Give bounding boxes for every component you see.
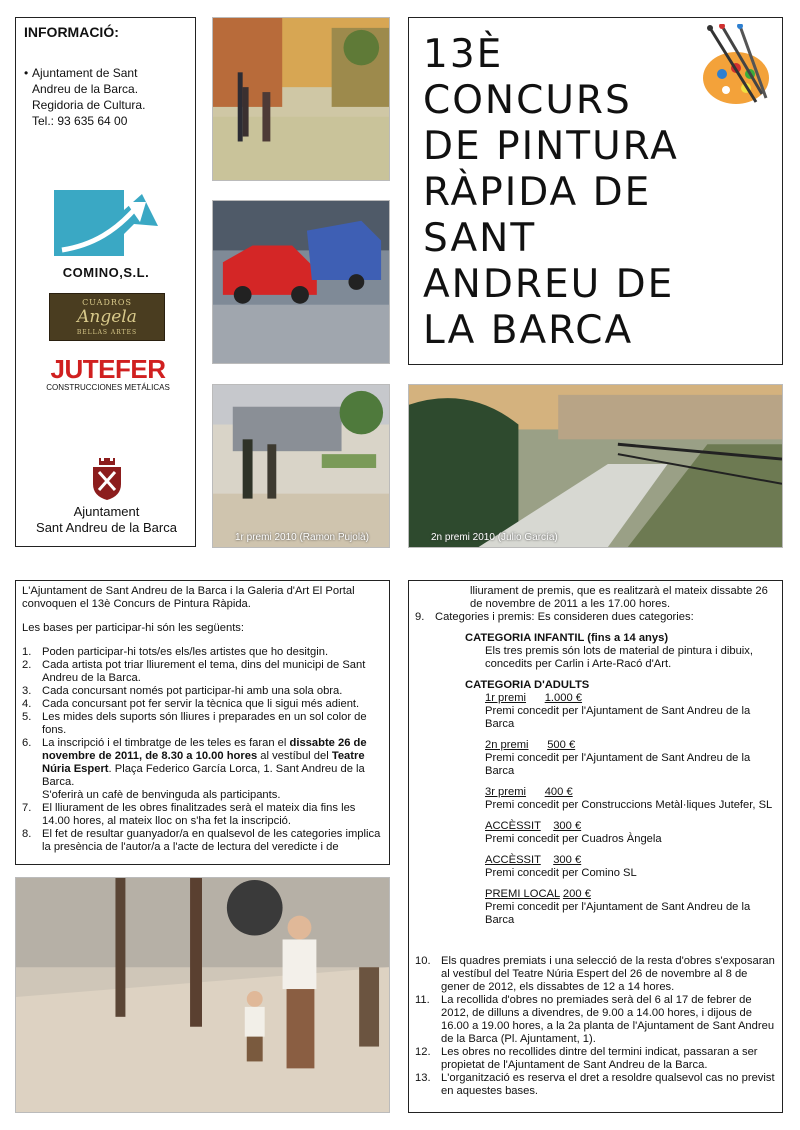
rule-item: 2. Cada artista pot triar lliurement el tema, dins del municipi de Sant Andreu de la Barca.	[22, 659, 366, 684]
address-line: Andreu de la Barca.	[32, 82, 139, 96]
title-line: 13È	[423, 32, 504, 77]
angela-top: CUADROS	[82, 298, 132, 307]
comino-name: COMINO,S.L.	[62, 265, 150, 280]
intro-text: L'Ajuntament de Sant Andreu de la Barca i la Galeria d'Art El Portal convoquen el 13è Concurs de Pintura Ràpida.	[22, 585, 355, 610]
angela-bottom: BELLAS ARTES	[76, 329, 138, 336]
info-title: INFORMACIÓ:	[24, 24, 119, 40]
rule-item-registration: 6. La inscripció i el timbratge de les teles es faran el dissabte 26 de novembre de 2011, de 8.30 a 10.00 hores al vestíbul del Teatre Núria Espert. Plaça Federico García Lorca, 1. Sant Andreu de la Barca. S'oferirà un cafè de benvinguda als participants.	[22, 737, 367, 801]
contest-title	[423, 32, 679, 354]
coat-of-arms-icon	[90, 458, 124, 500]
prize-entry: ACCÈSSIT 300 € Premi concedit per Cuadros Àngela	[485, 820, 662, 845]
painting-promenade	[408, 384, 783, 548]
comino-logo	[36, 190, 176, 300]
prize-entry: 3r premi 400 € Premi concedit per Construccions Metàl·liques Jutefer, SL	[485, 786, 773, 811]
rule-item: 8. El fet de resultar guanyador/a en qualsevol de les categories implica la presència de l'autor/a a l'acte de lectura del veredicte i de	[22, 828, 381, 853]
bullet-icon: •	[24, 66, 29, 80]
rules-continuation: lliurament de premis, que es realitzarà el mateix dissabte 26 de novembre de 2011 a les 17.00 hores.	[470, 585, 768, 610]
category-infantil-text: Els tres premis són lots de material de pintura i dibuix, concedits per Carlin i Arte-Racó d'Art.	[485, 645, 753, 670]
angela-name: Angela	[77, 307, 137, 327]
painting-plaza	[212, 384, 390, 548]
jutefer-subtitle: CONSTRUCCIONES METÁLICAS	[46, 383, 170, 392]
rule-item: 10. Els quadres premiats i una selecció de la resta d'obres s'exposaran al vestíbul del Teatre Núria Espert del 26 de novembre al 8 de gener de 2012, els dissabtes de 12 a 14 hores.	[415, 955, 775, 993]
rule-item-categories: 9. Categories i premis: Es consideren dues categories:	[415, 611, 694, 623]
painting-cars	[212, 200, 390, 364]
rule-item: 4. Cada concursant pot fer servir la tècnica que li sigui més adient.	[22, 698, 360, 710]
rule-item: 7. El lliurament de les obres finalitzades serà el mateix dia fins les 14.00 hores, al mateix lloc on s'ha fet la inscripció.	[22, 802, 356, 827]
ajuntament-line2: Sant Andreu de la Barca	[36, 520, 177, 535]
address-line: Ajuntament de Sant	[32, 66, 138, 80]
rule-item: 5. Les mides dels suports són lliures i preparades en un sol color de fons.	[22, 711, 367, 736]
rule-item: 13. L'organització es reserva el dret a resoldre qualsevol cas no previst en aquestes bases.	[415, 1072, 775, 1097]
title-line: CONCURS	[423, 78, 632, 123]
angela-logo	[49, 293, 165, 341]
category-infantil-title: CATEGORIA INFANTIL (fins a 14 anys)	[465, 632, 669, 644]
caption-second-prize: 2n premi 2010 (Julio García)	[431, 532, 558, 543]
paint-palette-icon	[700, 24, 772, 108]
painting-walkers	[15, 877, 390, 1113]
rule-item: 3. Cada concursant només pot participar-hi amb una sola obra.	[22, 685, 343, 697]
info-address	[24, 65, 145, 129]
info-panel	[15, 17, 196, 547]
jutefer-logo	[46, 356, 170, 394]
title-panel	[408, 17, 783, 365]
title-line: SANT	[423, 216, 537, 261]
prize-entry: 1r premi 1.000 € Premi concedit per l'Ajuntament de Sant Andreu de la Barca	[485, 692, 751, 730]
address-line: Regidoria de Cultura.	[32, 98, 146, 112]
ajuntament-logo	[16, 458, 197, 536]
rule-item: 1. Poden participar-hi tots/es els/les artistes que ho desitgin.	[22, 646, 329, 658]
title-line: RÀPIDA DE	[423, 170, 652, 215]
rule-item: 11. La recollida d'obres no premiades serà del 6 al 17 de febrer de 2012, de dilluns a divendres, de 9.00 a 14.00 hores, i dijous de 16.00 a 19.00 hores, a la 2a planta de l'Ajuntament de Sant Andreu de la Barca (Pl. Ajuntament, 1).	[415, 994, 775, 1045]
title-line: DE PINTURA	[423, 124, 679, 169]
title-line: ANDREU DE	[423, 262, 675, 307]
rule-item: 12. Les obres no recollides dintre del termini indicat, passaran a ser propietat de l'Ajuntament de Sant Andreu de la Barca.	[415, 1046, 758, 1071]
comino-arrow-icon	[54, 190, 158, 256]
ajuntament-line1: Ajuntament	[73, 504, 140, 519]
caption-first-prize: 1r premi 2010 (Ramon Pujolà)	[235, 532, 369, 543]
prize-entry: 2n premi 500 € Premi concedit per l'Ajuntament de Sant Andreu de la Barca	[485, 739, 751, 777]
category-adults-title: CATEGORIA D'ADULTS	[465, 679, 590, 691]
rules-lead: Les bases per participar-hi són les següents:	[22, 622, 245, 634]
address-line: Tel.: 93 635 64 00	[32, 114, 128, 128]
prize-entry: PREMI LOCAL 200 € Premi concedit per l'Ajuntament de Sant Andreu de la Barca	[485, 888, 751, 926]
painting-street	[212, 17, 390, 181]
prize-entry: ACCÈSSIT 300 € Premi concedit per Comino SL	[485, 854, 637, 879]
title-line: LA BARCA	[423, 308, 634, 353]
jutefer-name: JUTEFER	[50, 354, 166, 384]
rules-panel-left	[15, 580, 390, 865]
rules-panel-right	[408, 580, 783, 1113]
